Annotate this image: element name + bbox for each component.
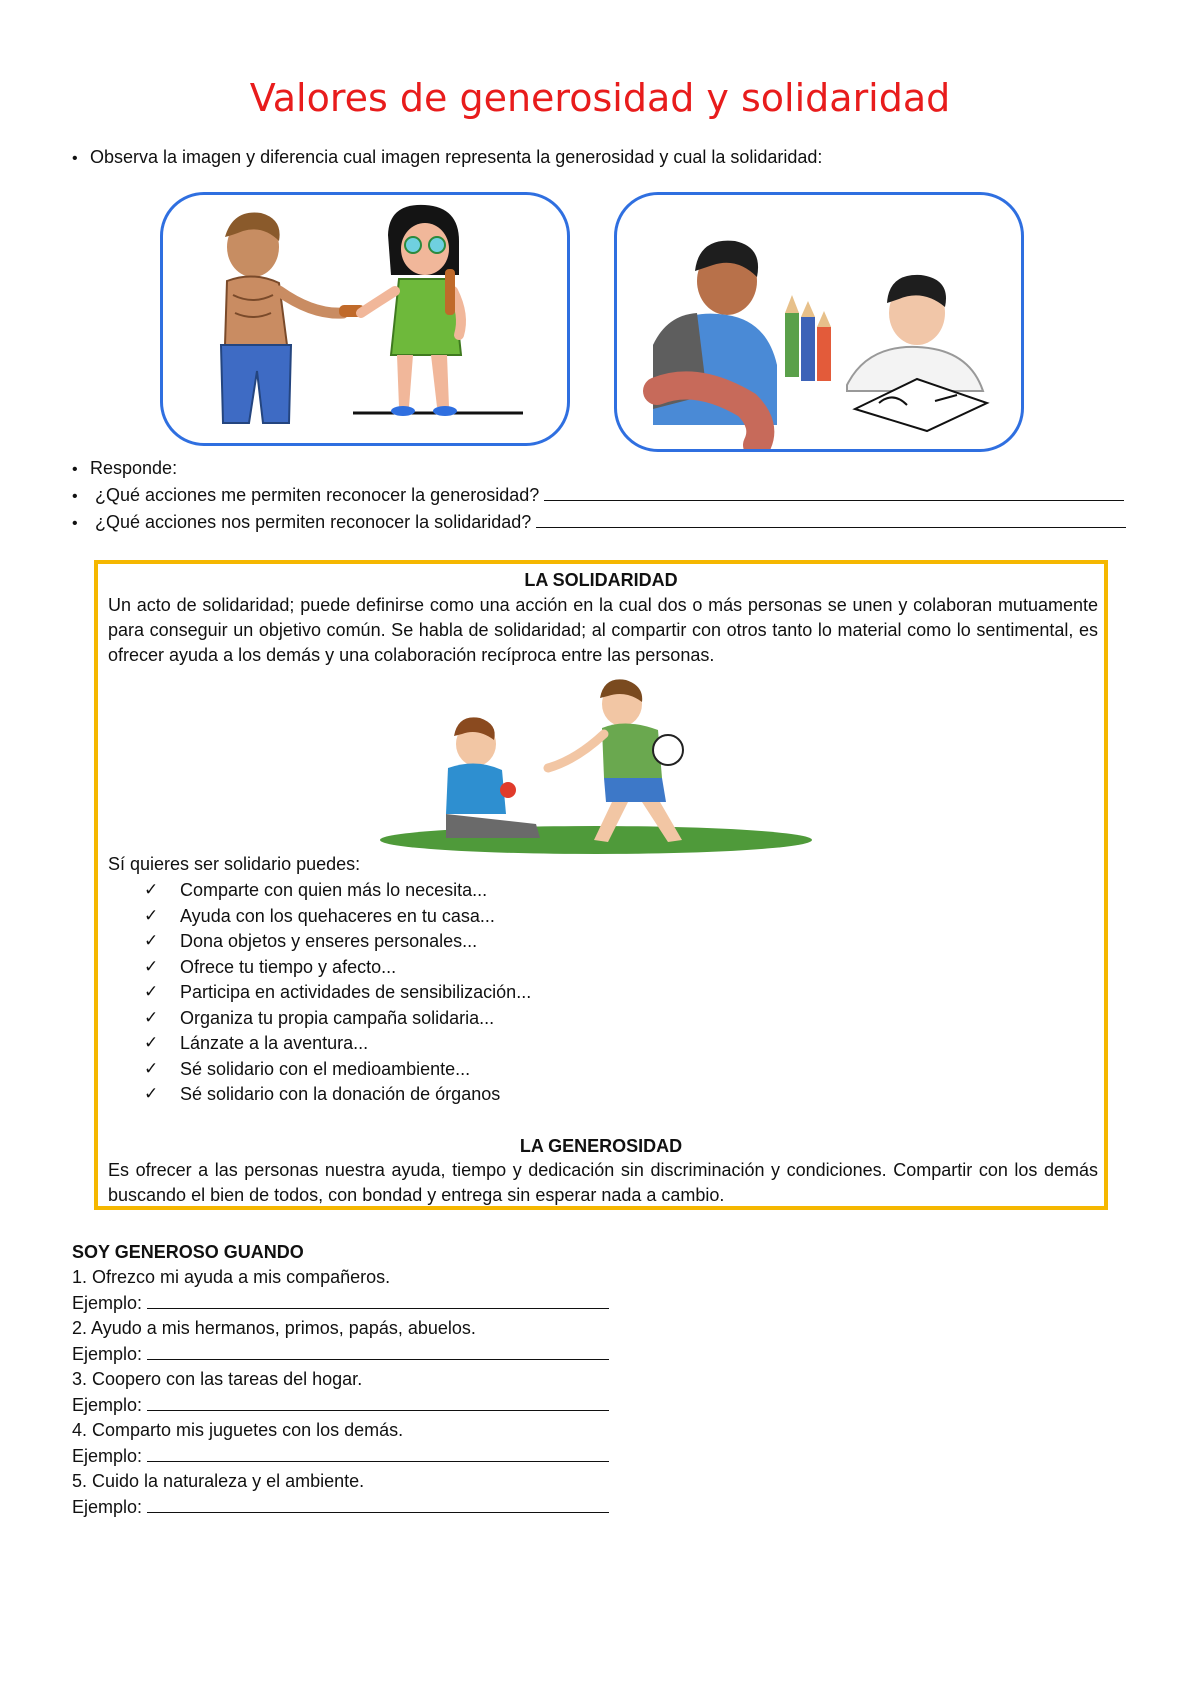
list-item: ✓ Sé solidario con el medioambiente... <box>108 1057 531 1083</box>
responde-label: • Responde: <box>72 456 177 482</box>
example-answer-line[interactable] <box>147 1445 609 1462</box>
list-item: ✓ Lánzate a la aventura... <box>108 1031 531 1057</box>
list-item: ✓ Ofrece tu tiempo y afecto... <box>108 955 531 981</box>
check-icon: ✓ <box>144 905 159 926</box>
helping-boy-illustration <box>376 674 816 854</box>
solidaridad-box <box>94 560 1108 1210</box>
example-answer-line[interactable] <box>147 1394 609 1411</box>
example-answer-line[interactable] <box>147 1292 609 1309</box>
check-icon: ✓ <box>144 1033 159 1053</box>
example-answer-line[interactable] <box>147 1343 609 1360</box>
check-icon: ✓ <box>144 956 159 977</box>
solidaridad-intro: Sí quieres ser solidario puedes: <box>108 854 361 874</box>
soy-generoso-heading: SOY GENEROSO GUANDO <box>72 1242 304 1262</box>
solidaridad-text: Un acto de solidaridad; puede definirse como una acción en la cual dos o más personas se unen y colaboran mutuamente para conseguir un objetivo común. Se habla de solidaridad; al compartir con otros tanto lo material como lo sentimental, es ofrecer ayuda a los demás y una colaboración recíproca entre las personas. <box>108 595 1098 665</box>
solidaridad-heading: LA SOLIDARIDAD <box>524 570 678 590</box>
giving-food-illustration <box>163 195 567 443</box>
check-icon: ✓ <box>144 880 159 900</box>
list-item: ✓ Dona objetos y enseres personales... <box>108 929 531 955</box>
solidarity-image-frame <box>614 192 1024 452</box>
check-icon: ✓ <box>144 982 159 1002</box>
list-item: ✓ Organiza tu propia campaña solidaria... <box>108 1006 531 1032</box>
list-item: ✓ Participa en actividades de sensibilización... <box>108 980 531 1006</box>
check-icon: ✓ <box>144 1007 159 1028</box>
sharing-pencils-illustration <box>617 195 1021 449</box>
answer-line-solidaridad[interactable] <box>536 511 1126 528</box>
generoso-item: 3. Coopero con las tareas del hogar. <box>72 1369 363 1389</box>
generosidad-text: Es ofrecer a las personas nuestra ayuda, tiempo y dedicación sin discriminación y condiciones. Compartir con los demás buscando el bien de todos, con bondad y entrega sin esperar nada a cambio. <box>108 1160 1098 1205</box>
generoso-item: 4. Comparto mis juguetes con los demás. <box>72 1420 404 1440</box>
example-row: Ejemplo: <box>72 1393 609 1419</box>
question-generosidad: • ¿Qué acciones me permiten reconocer la generosidad? <box>72 483 1124 509</box>
example-row: Ejemplo: <box>72 1495 609 1521</box>
generoso-item: 5. Cuido la naturaleza y el ambiente. <box>72 1471 365 1491</box>
example-answer-line[interactable] <box>147 1496 609 1513</box>
example-row: Ejemplo: <box>72 1444 609 1470</box>
example-row: Ejemplo: <box>72 1342 609 1368</box>
answer-line-generosidad[interactable] <box>544 484 1124 501</box>
list-item: ✓ Ayuda con los quehaceres en tu casa... <box>108 904 531 930</box>
list-item: ✓ Sé solidario con la donación de órganos <box>108 1082 531 1108</box>
generoso-item: 1. Ofrezco mi ayuda a mis compañeros. <box>72 1267 391 1287</box>
example-row: Ejemplo: <box>72 1291 609 1317</box>
check-icon: ✓ <box>144 1084 159 1104</box>
instruction-text: • Observa la imagen y diferencia cual imagen representa la generosidad y cual la solidaridad: <box>72 145 822 171</box>
page-title: Valores de generosidad y solidaridad <box>249 76 951 120</box>
generoso-item: 2. Ayudo a mis hermanos, primos, papás, abuelos. <box>72 1318 476 1338</box>
generosidad-heading: LA GENEROSIDAD <box>519 1136 683 1156</box>
question-solidaridad: • ¿Qué acciones nos permiten reconocer la solidaridad? <box>72 510 1126 536</box>
solidaridad-checklist <box>108 878 531 1108</box>
check-icon: ✓ <box>144 1058 159 1079</box>
list-item: ✓ Comparte con quien más lo necesita... <box>108 878 531 904</box>
check-icon: ✓ <box>144 931 159 951</box>
generosity-image-frame <box>160 192 570 446</box>
